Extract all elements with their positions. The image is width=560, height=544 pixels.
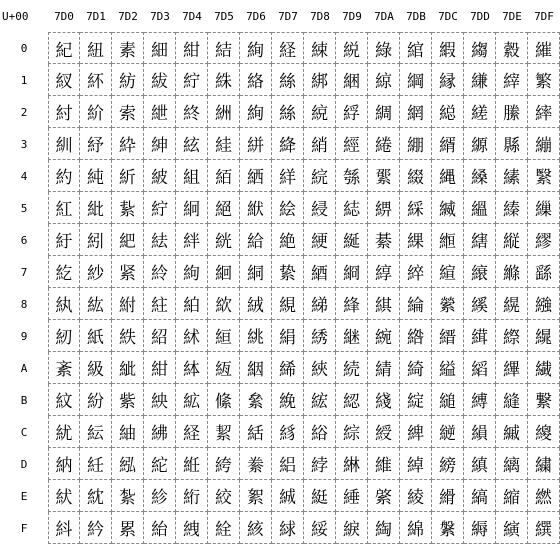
glyph-cell: 縓 — [464, 128, 496, 160]
glyph-cell: 絟 — [208, 512, 240, 544]
glyph-cell: 紧 — [112, 256, 144, 288]
glyph-cell: 縯 — [496, 512, 528, 544]
glyph-cell: 絅 — [176, 192, 208, 224]
glyph-cell: 絢 — [240, 96, 272, 128]
glyph-cell: 紛 — [80, 384, 112, 416]
glyph-cell: 縃 — [432, 128, 464, 160]
column-header: 7D0 — [54, 9, 74, 23]
glyph-cell: 縪 — [496, 352, 528, 384]
glyph-cell: 絵 — [272, 192, 304, 224]
glyph-cell: 綄 — [304, 160, 336, 192]
glyph-cell: 絑 — [208, 64, 240, 96]
glyph-cell: 縬 — [496, 416, 528, 448]
glyph-cell: 絴 — [272, 160, 304, 192]
glyph-cell: 紒 — [80, 96, 112, 128]
glyph-cell: 縭 — [496, 448, 528, 480]
glyph-cell: 繉 — [528, 320, 560, 352]
glyph-cell: 綱 — [400, 64, 432, 96]
column-header: 7DF — [534, 9, 554, 23]
column-header: 7DC — [438, 9, 458, 23]
glyph-cell: 綀 — [304, 32, 336, 64]
glyph-cell: 綞 — [336, 480, 368, 512]
glyph-cell: 絜 — [208, 416, 240, 448]
glyph-cell: 級 — [80, 352, 112, 384]
glyph-cell: 綋 — [304, 384, 336, 416]
row-header: 0 — [20, 41, 28, 55]
glyph-cell: 繅 — [528, 192, 560, 224]
glyph-cell: 紇 — [48, 256, 80, 288]
column-header: 7D7 — [278, 9, 298, 23]
glyph-cell: 綒 — [336, 96, 368, 128]
glyph-cell: 縏 — [432, 512, 464, 544]
glyph-cell: 縤 — [496, 160, 528, 192]
glyph-cell: 紽 — [144, 448, 176, 480]
glyph-cell: 素 — [112, 32, 144, 64]
glyph-cell: 綨 — [368, 288, 400, 320]
glyph-cell: 絕 — [208, 192, 240, 224]
glyph-cell: 納 — [48, 448, 80, 480]
column-header: 7D8 — [310, 9, 330, 23]
glyph-cell: 紝 — [80, 448, 112, 480]
glyph-cell: 綳 — [400, 128, 432, 160]
glyph-cell: 縐 — [464, 32, 496, 64]
glyph-cell: 縋 — [432, 384, 464, 416]
glyph-cell: 結 — [208, 32, 240, 64]
glyph-cell: 綜 — [336, 416, 368, 448]
glyph-cell: 絹 — [272, 320, 304, 352]
glyph-cell: 紻 — [144, 384, 176, 416]
glyph-cell: 絓 — [208, 128, 240, 160]
glyph-cell: 綛 — [336, 384, 368, 416]
glyph-cell: 縙 — [464, 320, 496, 352]
glyph-cell: 絘 — [208, 288, 240, 320]
glyph-cell: 綧 — [368, 256, 400, 288]
glyph-cell: 經 — [336, 128, 368, 160]
glyph-cell: 絍 — [176, 448, 208, 480]
glyph-cell: 絙 — [208, 320, 240, 352]
glyph-cell: 絨 — [240, 288, 272, 320]
row-header: 2 — [20, 105, 28, 119]
glyph-cell: 約 — [48, 160, 80, 192]
glyph-cell: 紴 — [144, 160, 176, 192]
glyph-cell: 紗 — [80, 256, 112, 288]
glyph-cell: 絇 — [176, 256, 208, 288]
glyph-cell: 紙 — [80, 320, 112, 352]
glyph-cell: 縄 — [432, 160, 464, 192]
glyph-cell: 絏 — [176, 512, 208, 544]
glyph-cell: 索 — [112, 96, 144, 128]
glyph-cell: 紟 — [80, 512, 112, 544]
glyph-cell: 縝 — [464, 448, 496, 480]
glyph-cell: 絲 — [272, 96, 304, 128]
glyph-cell: 紘 — [80, 288, 112, 320]
glyph-cell: 綂 — [304, 96, 336, 128]
row-header: E — [20, 489, 28, 503]
glyph-cell: 紭 — [112, 448, 144, 480]
glyph-cell: 縦 — [496, 224, 528, 256]
glyph-cell: 縡 — [496, 64, 528, 96]
glyph-cell: 絧 — [240, 256, 272, 288]
row-header: 9 — [20, 329, 28, 343]
glyph-cell: 絿 — [272, 512, 304, 544]
glyph-cell: 縁 — [432, 64, 464, 96]
glyph-cell: 繀 — [528, 32, 560, 64]
glyph-cell: 紷 — [144, 256, 176, 288]
glyph-cell: 縗 — [464, 256, 496, 288]
glyph-cell: 縞 — [464, 480, 496, 512]
glyph-cell: 紲 — [144, 96, 176, 128]
glyph-cell: 綶 — [400, 224, 432, 256]
glyph-cell: 綏 — [304, 512, 336, 544]
glyph-cell: 綡 — [368, 64, 400, 96]
glyph-cell: 縆 — [432, 224, 464, 256]
glyph-cell: 紤 — [112, 160, 144, 192]
glyph-cell: 絒 — [208, 96, 240, 128]
glyph-cell: 紂 — [48, 96, 80, 128]
row-header: 8 — [20, 297, 28, 311]
glyph-cell: 綩 — [368, 320, 400, 352]
glyph-cell: 紎 — [48, 480, 80, 512]
glyph-cell: 縑 — [464, 64, 496, 96]
row-header: 7 — [20, 265, 28, 279]
glyph-cell: 紖 — [80, 224, 112, 256]
glyph-cell: 絉 — [176, 320, 208, 352]
glyph-cell: 綦 — [368, 224, 400, 256]
glyph-cell: 紐 — [80, 32, 112, 64]
column-header: 7DA — [374, 9, 394, 23]
glyph-cell: 絷 — [272, 256, 304, 288]
glyph-cell: 綻 — [400, 384, 432, 416]
glyph-cell: 紏 — [48, 512, 80, 544]
glyph-cell: 絥 — [240, 192, 272, 224]
glyph-cell: 純 — [80, 160, 112, 192]
glyph-cell: 維 — [368, 448, 400, 480]
glyph-cell: 綍 — [304, 448, 336, 480]
glyph-cell: 縈 — [432, 288, 464, 320]
column-header: 7DD — [470, 9, 490, 23]
glyph-cell: 綕 — [336, 192, 368, 224]
glyph-cell: 縌 — [432, 416, 464, 448]
glyph-cell: 綾 — [400, 480, 432, 512]
column-header: 7D5 — [214, 9, 234, 23]
glyph-cell: 綢 — [368, 96, 400, 128]
glyph-cell: 綵 — [400, 192, 432, 224]
glyph-cell: 綯 — [368, 512, 400, 544]
glyph-cell: 紺 — [176, 32, 208, 64]
glyph-cell: 綌 — [304, 416, 336, 448]
glyph-cell: 紣 — [112, 128, 144, 160]
glyph-cell: 綸 — [400, 288, 432, 320]
glyph-cell: 経 — [272, 32, 304, 64]
glyph-cell: 綈 — [304, 288, 336, 320]
glyph-cell: 縇 — [432, 256, 464, 288]
glyph-cell: 絺 — [272, 352, 304, 384]
glyph-cell: 紜 — [80, 416, 112, 448]
column-header: 7DB — [406, 9, 426, 23]
glyph-cell: 絭 — [240, 448, 272, 480]
glyph-cell: 綴 — [400, 160, 432, 192]
glyph-cell: 綬 — [368, 416, 400, 448]
glyph-cell: 絊 — [176, 352, 208, 384]
glyph-cell: 絽 — [272, 448, 304, 480]
glyph-cell: 継 — [336, 320, 368, 352]
glyph-cell: 絝 — [208, 448, 240, 480]
glyph-cell: 綤 — [368, 160, 400, 192]
glyph-cell: 絮 — [240, 480, 272, 512]
glyph-cell: 紱 — [144, 64, 176, 96]
corner-label: U+00 — [2, 9, 29, 23]
glyph-cell: 縟 — [464, 512, 496, 544]
glyph-cell: 綿 — [400, 512, 432, 544]
glyph-cell: 縂 — [432, 96, 464, 128]
column-header: 7D6 — [246, 9, 266, 23]
glyph-cell: 縒 — [464, 96, 496, 128]
glyph-cell: 綰 — [400, 32, 432, 64]
glyph-cell: 綠 — [368, 32, 400, 64]
glyph-cell: 紑 — [80, 64, 112, 96]
glyph-cell: 縠 — [496, 32, 528, 64]
glyph-cell: 綅 — [304, 192, 336, 224]
glyph-cell: 絳 — [272, 128, 304, 160]
glyph-cell: 綼 — [400, 416, 432, 448]
glyph-cell: 綪 — [368, 352, 400, 384]
glyph-cell: 繃 — [528, 128, 560, 160]
glyph-cell: 縕 — [464, 192, 496, 224]
glyph-cell: 紊 — [48, 352, 80, 384]
glyph-cell: 縢 — [496, 96, 528, 128]
glyph-cell: 繆 — [528, 224, 560, 256]
glyph-cell: 絣 — [240, 128, 272, 160]
glyph-cell: 紺 — [144, 352, 176, 384]
glyph-cell: 綇 — [304, 256, 336, 288]
glyph-cell: 絛 — [208, 384, 240, 416]
glyph-cell: 絋 — [176, 384, 208, 416]
row-header: 1 — [20, 73, 28, 87]
row-header: C — [20, 425, 28, 439]
glyph-cell: 縫 — [496, 384, 528, 416]
row-header: 4 — [20, 169, 28, 183]
glyph-cell: 紼 — [144, 416, 176, 448]
glyph-cell: 紸 — [144, 288, 176, 320]
glyph-cell: 絗 — [208, 256, 240, 288]
glyph-cell: 繂 — [528, 96, 560, 128]
glyph-cell: 紥 — [112, 192, 144, 224]
glyph-cell: 紦 — [112, 224, 144, 256]
glyph-cell: 綔 — [336, 160, 368, 192]
glyph-cell: 終 — [176, 96, 208, 128]
glyph-cell: 紵 — [176, 64, 208, 96]
glyph-cell: 続 — [336, 352, 368, 384]
glyph-cell: 綫 — [368, 384, 400, 416]
glyph-cell: 綃 — [304, 128, 336, 160]
glyph-cell: 紫 — [112, 384, 144, 416]
glyph-cell: 綎 — [304, 480, 336, 512]
glyph-cell: 経 — [176, 416, 208, 448]
glyph-cell: 紉 — [48, 320, 80, 352]
glyph-cell: 紌 — [48, 416, 80, 448]
glyph-cell: 絩 — [240, 320, 272, 352]
glyph-cell: 絞 — [208, 480, 240, 512]
glyph-cell: 繄 — [528, 160, 560, 192]
glyph-cell: 絪 — [240, 352, 272, 384]
glyph-cell: 紞 — [80, 480, 112, 512]
glyph-cell: 綉 — [304, 320, 336, 352]
glyph-cell: 紩 — [112, 320, 144, 352]
glyph-cell: 紨 — [112, 288, 144, 320]
glyph-cell: 組 — [176, 160, 208, 192]
glyph-cell: 繁 — [528, 64, 560, 96]
glyph-cell: 繊 — [528, 352, 560, 384]
glyph-cell: 絆 — [176, 224, 208, 256]
glyph-cell: 紾 — [144, 480, 176, 512]
row-header: 3 — [20, 137, 28, 151]
glyph-cell: 綽 — [400, 448, 432, 480]
glyph-cell: 紵 — [144, 192, 176, 224]
glyph-cell: 絎 — [176, 480, 208, 512]
glyph-cell: 絫 — [240, 384, 272, 416]
glyph-cell: 縣 — [496, 128, 528, 160]
glyph-cell: 絤 — [240, 160, 272, 192]
glyph-cell: 絢 — [240, 32, 272, 64]
glyph-cell: 縚 — [464, 352, 496, 384]
glyph-cell: 繎 — [528, 480, 560, 512]
glyph-cell: 縜 — [464, 416, 496, 448]
glyph-cell: 絯 — [240, 512, 272, 544]
glyph-cell: 縔 — [464, 160, 496, 192]
glyph-cell: 綟 — [336, 512, 368, 544]
glyph-cell: 紮 — [112, 480, 144, 512]
glyph-cell: 縖 — [464, 224, 496, 256]
glyph-cell: 絼 — [272, 416, 304, 448]
glyph-cell: 累 — [112, 512, 144, 544]
glyph-cell: 絸 — [272, 288, 304, 320]
glyph-cell: 繏 — [528, 512, 560, 544]
glyph-cell: 絶 — [272, 224, 304, 256]
glyph-cell: 紀 — [48, 32, 80, 64]
glyph-cell: 紳 — [144, 128, 176, 160]
glyph-cell: 細 — [144, 32, 176, 64]
glyph-cell: 縧 — [496, 256, 528, 288]
glyph-cell: 給 — [240, 224, 272, 256]
glyph-cell: 縍 — [432, 448, 464, 480]
glyph-cell: 紈 — [48, 288, 80, 320]
glyph-cell: 縛 — [464, 384, 496, 416]
glyph-cell: 縊 — [432, 352, 464, 384]
column-header: 7DE — [502, 9, 522, 23]
glyph-cell: 繇 — [528, 256, 560, 288]
column-header: 7D3 — [150, 9, 170, 23]
row-header: 6 — [20, 233, 28, 247]
glyph-cell: 縥 — [496, 192, 528, 224]
glyph-cell: 絲 — [272, 64, 304, 96]
column-header: 7D1 — [86, 9, 106, 23]
glyph-cell: 絈 — [176, 288, 208, 320]
glyph-cell: 絔 — [208, 160, 240, 192]
glyph-cell: 綘 — [336, 288, 368, 320]
glyph-cell: 縩 — [496, 320, 528, 352]
glyph-cell: 紃 — [48, 128, 80, 160]
column-header: 7D9 — [342, 9, 362, 23]
glyph-cell: 紬 — [112, 416, 144, 448]
glyph-cell: 紶 — [144, 224, 176, 256]
glyph-cell: 綁 — [304, 64, 336, 96]
glyph-cell: 絚 — [208, 352, 240, 384]
glyph-cell: 絃 — [176, 128, 208, 160]
glyph-cell: 紋 — [48, 384, 80, 416]
row-header: F — [20, 521, 28, 535]
row-header: 5 — [20, 201, 28, 215]
glyph-cell: 綖 — [336, 224, 368, 256]
glyph-cell: 綹 — [400, 320, 432, 352]
glyph-cell: 綣 — [368, 128, 400, 160]
column-header: 7D2 — [118, 9, 138, 23]
glyph-cell: 綗 — [336, 256, 368, 288]
glyph-cell: 紹 — [144, 320, 176, 352]
glyph-cell: 紡 — [112, 64, 144, 96]
glyph-cell: 縉 — [432, 320, 464, 352]
glyph-cell: 綷 — [400, 256, 432, 288]
glyph-cell: 紁 — [48, 64, 80, 96]
glyph-cell: 縎 — [432, 480, 464, 512]
glyph-cell: 綑 — [336, 64, 368, 96]
glyph-cell: 縅 — [432, 192, 464, 224]
glyph-cell: 紕 — [80, 192, 112, 224]
glyph-cell: 綐 — [336, 32, 368, 64]
glyph-cell: 紪 — [112, 352, 144, 384]
glyph-cell: 綺 — [400, 352, 432, 384]
glyph-cell: 絡 — [240, 64, 272, 96]
glyph-cell: 繈 — [528, 288, 560, 320]
glyph-cell: 絬 — [240, 416, 272, 448]
glyph-cell: 繌 — [528, 416, 560, 448]
glyph-cell: 綝 — [336, 448, 368, 480]
glyph-cell: 紓 — [80, 128, 112, 160]
glyph-cell: 絻 — [272, 384, 304, 416]
glyph-cell: 絖 — [208, 224, 240, 256]
glyph-cell: 縮 — [496, 480, 528, 512]
glyph-cell: 縀 — [432, 32, 464, 64]
glyph-cell: 網 — [400, 96, 432, 128]
glyph-cell: 紿 — [144, 512, 176, 544]
row-header: D — [20, 457, 28, 471]
row-header: B — [20, 393, 28, 407]
glyph-cell: 綊 — [304, 352, 336, 384]
column-header: 7D4 — [182, 9, 202, 23]
row-header: A — [20, 361, 28, 375]
glyph-cell: 絾 — [272, 480, 304, 512]
glyph-cell: 繋 — [528, 384, 560, 416]
glyph-cell: 綮 — [368, 480, 400, 512]
glyph-cell: 縨 — [496, 288, 528, 320]
glyph-cell: 紆 — [48, 224, 80, 256]
glyph-cell: 繍 — [528, 448, 560, 480]
glyph-cell: 紅 — [48, 192, 80, 224]
glyph-cell: 綆 — [304, 224, 336, 256]
glyph-cell: 縘 — [464, 288, 496, 320]
glyph-cell: 綥 — [368, 192, 400, 224]
